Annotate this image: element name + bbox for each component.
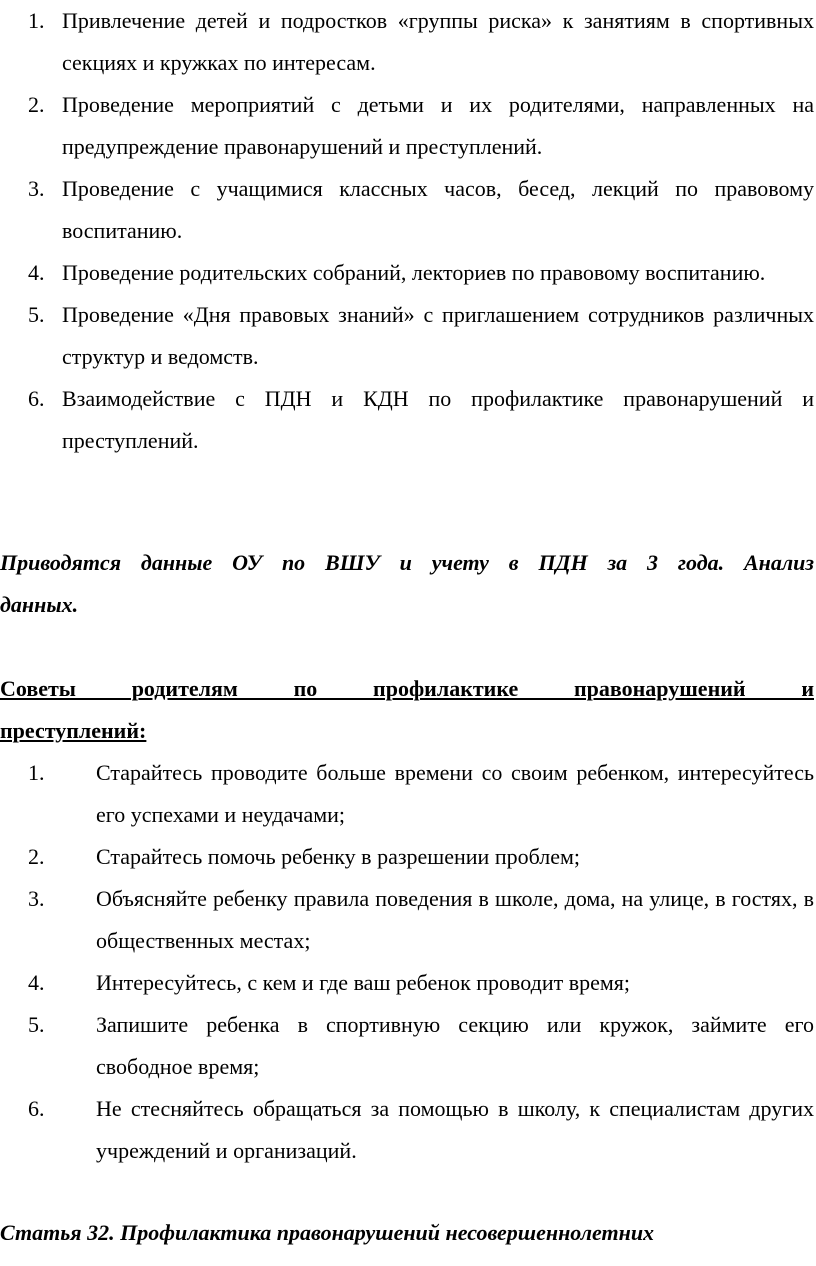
list-item (28, 168, 814, 252)
list-item-number: 5. (28, 1012, 45, 1037)
list-item-number: 6. (28, 1096, 45, 1121)
list-item (28, 1088, 814, 1172)
list-item-number: 3. (28, 176, 45, 201)
list-item-text: Привлечение детей и подростков «группы риска» к занятиям в спортивных секциях и кружках по интересам. (62, 8, 814, 75)
list-item-text: Старайтесь помочь ребенку в разрешении проблем; (96, 844, 581, 869)
list-item-text: Старайтесь проводите больше времени со своим ребенком, интересуйтесь его успехами и неудачами; (96, 760, 814, 827)
data-analysis-note-line-2: данных. (0, 592, 79, 617)
list-item-text: Проведение с учащимися классных часов, бесед, лекций по правовому воспитанию. (62, 176, 814, 243)
list-item-number: 5. (28, 302, 45, 327)
list-item-text: Объясняйте ребенку правила поведения в школе, дома, на улице, в гостях, в общественных местах; (96, 886, 814, 953)
list-item-number: 4. (28, 970, 45, 995)
list-item-text: Не стесняйтесь обращаться за помощью в школу, к специалистам других учреждений и организаций. (96, 1096, 814, 1163)
list-item-number: 6. (28, 386, 45, 411)
list-item (28, 84, 814, 168)
list-item-number: 2. (28, 92, 45, 117)
list-item-number: 3. (28, 886, 45, 911)
list-item-text: Проведение «Дня правовых знаний» с приглашением сотрудников различных структур и ведомств. (62, 302, 814, 369)
parent-advice-heading (0, 668, 814, 752)
list-item-text: Взаимодействие с ПДН и КДН по профилактике правонарушений и преступлений. (62, 386, 814, 453)
list-item (28, 378, 814, 462)
list-item-text: Проведение родительских собраний, лекториев по правовому воспитанию. (62, 260, 766, 285)
list-item (28, 752, 814, 836)
list-item-number: 1. (28, 8, 45, 33)
list-item (28, 294, 814, 378)
list-item-number: 2. (28, 844, 45, 869)
list-item-text: Запишите ребенка в спортивную секцию или кружок, займите его свободное время; (96, 1012, 814, 1079)
list-item-number: 4. (28, 260, 45, 285)
data-analysis-note (0, 542, 814, 626)
list-item (28, 1004, 814, 1088)
prevention-measures-list (28, 0, 814, 462)
article-title: Статья 32. Профилактика правонарушений несовершеннолетних (0, 1220, 655, 1245)
list-item (28, 878, 814, 962)
list-item-text: Интересуйтесь, с кем и где ваш ребенок проводит время; (96, 970, 631, 995)
list-item-number: 1. (28, 760, 45, 785)
list-item (28, 836, 814, 878)
list-item (28, 0, 814, 84)
list-item-text: Проведение мероприятий с детьми и их родителями, направленных на предупреждение правонарушений и преступлений. (62, 92, 814, 159)
data-analysis-note-line-1: Приводятся данные ОУ по ВШУ и учету в ПДН за 3 года. Анализ (0, 550, 814, 575)
list-item (28, 252, 814, 294)
parent-advice-heading-line-2: преступлений: (0, 718, 147, 743)
parent-advice-list (28, 752, 814, 1172)
parent-advice-heading-line-1: Советы родителям по профилактике правонарушений и (0, 676, 814, 701)
list-item (28, 962, 814, 1004)
